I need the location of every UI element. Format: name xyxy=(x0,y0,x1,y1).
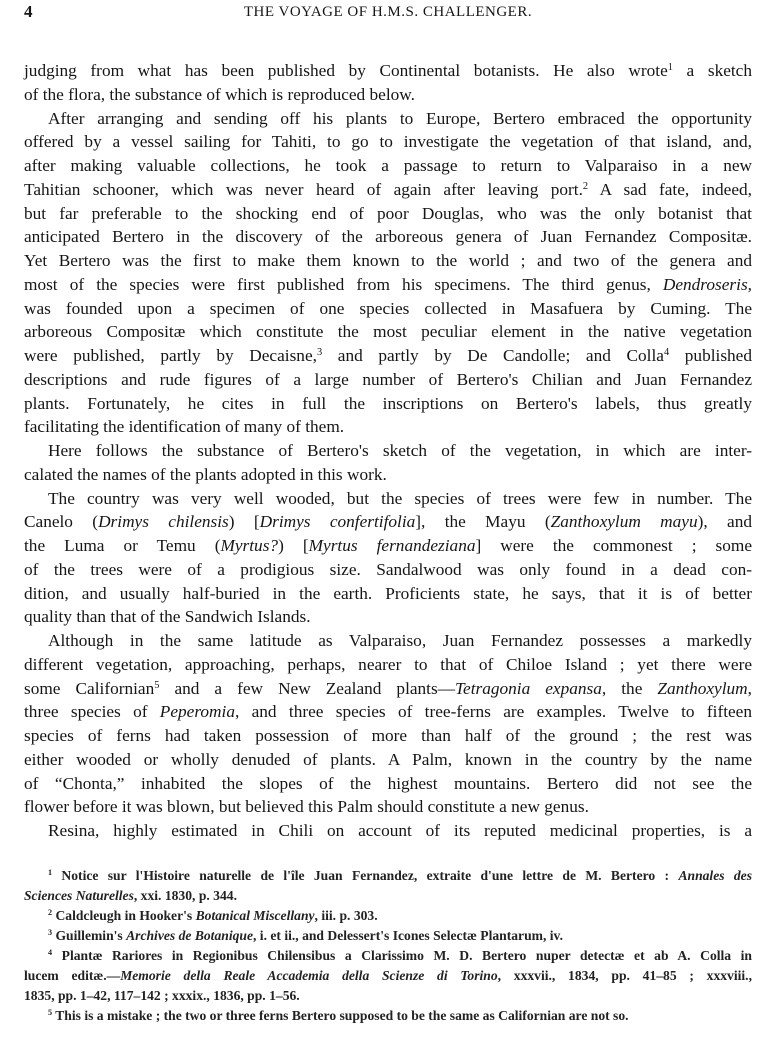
text-run: of the trees were of a prodigious size. Sandalwood was only found in a dead con- xyxy=(24,559,752,579)
text-run: either wooded or wholly denuded of plants. A Palm, known in the country by the name xyxy=(24,749,752,769)
text-run: of the flora, the substance of which is reproduced below. xyxy=(24,84,415,104)
footnote-ref: 5 xyxy=(48,1008,53,1018)
italic-text: Tetragonia expansa xyxy=(455,678,602,698)
text-line xyxy=(24,487,752,511)
italic-text: Drimys chilensis xyxy=(98,512,229,532)
italic-text: Zanthoxylum mayu xyxy=(550,512,698,532)
text-line xyxy=(24,605,752,629)
text-line xyxy=(24,415,752,439)
text-line xyxy=(24,582,752,606)
text-line xyxy=(24,558,752,582)
text-run: 1835, pp. 1–42, 117–142 ; xxxix., 1836, pp. 1–56. xyxy=(24,988,300,1003)
footnote-ref: 2 xyxy=(582,180,589,192)
text-run: Here follows the substance of Bertero's sketch of the vegetation, in which are inter- xyxy=(48,441,752,460)
italic-text: Peperomia xyxy=(159,702,235,722)
text-run: some Californian xyxy=(24,678,155,698)
text-run: ), and xyxy=(697,512,752,532)
text-run: Guillemin's xyxy=(52,928,127,943)
footnote-ref: 3 xyxy=(48,928,53,938)
text-line xyxy=(24,320,752,344)
text-run: flower before it was blown, but believed this Palm should constitute a new genus. xyxy=(24,797,589,817)
footnote-ref: 3 xyxy=(316,346,323,358)
text-line xyxy=(24,653,752,677)
text-run: , xxxvii., 1834, pp. 41–85 ; xxxviii., xyxy=(497,968,752,983)
italic-text: Sciences Naturelles xyxy=(24,888,134,903)
text-line xyxy=(24,107,752,131)
italic-text: Botanical Miscellany xyxy=(195,908,315,923)
text-run: , the xyxy=(601,678,658,698)
footnote-line xyxy=(24,906,752,926)
text-line xyxy=(24,463,752,487)
text-line xyxy=(24,629,752,653)
text-run: most of the species were first published from his specimens. The third genus, xyxy=(24,274,663,294)
footnote-line xyxy=(24,886,752,906)
text-line xyxy=(24,772,752,796)
text-line xyxy=(24,178,752,202)
italic-text: Zanthoxylum xyxy=(657,678,748,698)
text-run: three species of xyxy=(24,702,160,722)
text-run: Yet Bertero was the first to make them known to the world ; and two of the genera and xyxy=(24,251,752,270)
text-run: Plantæ Rariores in Regionibus Chilensibus a Clarissimo M. D. Bertero nuper detectæ et ab A. Colla in xyxy=(52,948,752,963)
text-line xyxy=(24,344,752,368)
text-line xyxy=(24,700,752,724)
footnote-ref: 1 xyxy=(667,61,673,73)
footnote-ref: 4 xyxy=(48,948,53,958)
footnote-line xyxy=(24,946,752,966)
text-run: , and three species of tree-ferns are examples. Twelve to fifteen xyxy=(234,702,752,722)
page-header xyxy=(24,2,752,26)
text-line xyxy=(24,225,752,249)
text-line xyxy=(24,819,752,843)
text-run: Tahitian schooner, which was never heard of again after leaving port. xyxy=(24,179,583,199)
footnote-line xyxy=(24,966,752,986)
text-line xyxy=(24,249,752,273)
italic-text: Myrtus? xyxy=(220,536,279,555)
text-line xyxy=(24,534,752,558)
footnote-ref: 4 xyxy=(663,346,670,358)
text-run: and a few New Zealand plants— xyxy=(159,678,455,698)
text-run: published xyxy=(669,346,752,365)
text-run: Notice sur l'Histoire naturelle de l'île Juan Fernandez, extraite d'une lettre de M. Bertero : xyxy=(52,868,679,883)
text-run: The country was very well wooded, but the species of trees were few in number. The xyxy=(48,488,752,508)
text-run: , iii. p. 303. xyxy=(314,908,378,923)
text-run: of “Chonta,” inhabited the slopes of the highest mountains. Bertero did not see the xyxy=(24,773,752,793)
text-line xyxy=(24,83,752,107)
text-run: , xxi. 1830, p. 344. xyxy=(133,888,237,903)
italic-text: Drimys confertifolia xyxy=(259,512,416,532)
italic-text: Annales des xyxy=(678,868,752,883)
footnote-line xyxy=(24,1006,752,1026)
text-run: Although in the same latitude as Valparaiso, Juan Fernandez possesses a markedly xyxy=(48,631,752,650)
text-run: species of ferns had taken possession of more than half of the ground ; the rest was xyxy=(24,726,752,745)
text-run: different vegetation, approaching, perhaps, nearer to that of Chiloe Island ; yet there were xyxy=(24,654,752,674)
text-run: were published, partly by Decaisne, xyxy=(24,346,317,365)
text-line xyxy=(24,392,752,416)
footnote-line xyxy=(24,926,752,946)
text-run: arboreous Compositæ which constitute the most peculiar element in the native vegetation xyxy=(24,322,752,342)
footnote-line xyxy=(24,866,752,886)
text-run: Canelo ( xyxy=(24,512,99,532)
text-line xyxy=(24,510,752,534)
text-run: the Luma or Temu ( xyxy=(24,536,221,555)
page-number: 4 xyxy=(24,2,33,21)
text-line xyxy=(24,202,752,226)
text-line xyxy=(24,439,752,463)
body-text xyxy=(24,59,752,843)
text-line xyxy=(24,273,752,297)
text-line xyxy=(24,748,752,772)
text-run: calated the names of the plants adopted in this work. xyxy=(24,464,387,484)
italic-text: Archives de Botanique xyxy=(126,928,253,943)
text-run: ], the Mayu ( xyxy=(415,512,551,532)
text-run: dition, and usually half-buried in the earth. Proficients state, he says, that it is of better xyxy=(24,583,752,603)
footnote-ref: 1 xyxy=(48,868,53,878)
text-run: quality than that of the Sandwich Islands. xyxy=(24,607,311,627)
text-run: anticipated Bertero in the discovery of the arboreous genera of Juan Fernandez Compositæ. xyxy=(24,227,752,247)
footnote-line xyxy=(24,986,752,1006)
text-run: A sad fate, indeed, xyxy=(588,179,752,199)
text-line xyxy=(24,677,752,701)
footnote-ref: 2 xyxy=(48,908,53,918)
italic-text: Dendroseris, xyxy=(662,274,752,294)
text-run: descriptions and rude figures of a large number of Bertero's Chilian and Juan Fernandez xyxy=(24,369,752,389)
text-run: offered by a vessel sailing for Tahiti, to go to investigate the vegetation of that island, and, xyxy=(24,132,752,152)
text-run: , xyxy=(747,678,752,698)
text-line xyxy=(24,59,752,83)
running-title: THE VOYAGE OF H.M.S. CHALLENGER. xyxy=(243,4,533,20)
text-run: After arranging and sending off his plants to Europe, Bertero embraced the opportunity xyxy=(48,108,752,128)
text-run: judging from what has been published by Continental botanists. He also wrote xyxy=(24,61,668,80)
text-line xyxy=(24,724,752,748)
text-run: and partly by De Candolle; and Colla xyxy=(322,346,664,365)
text-run: was founded upon a specimen of one species collected in Masafuera by Cuming. The xyxy=(24,298,752,318)
footnotes xyxy=(24,866,752,1026)
text-run: Resina, highly estimated in Chili on account of its reputed medicinal properties, is a xyxy=(48,821,752,840)
text-run: facilitating the identification of many of them. xyxy=(24,417,345,437)
italic-text: Myrtus fernandeziana xyxy=(308,536,476,555)
text-line xyxy=(24,368,752,392)
text-run: , i. et ii., and Delessert's Icones Selectæ Plantarum, iv. xyxy=(253,928,563,943)
text-run: a sketch xyxy=(672,61,752,80)
text-run: after making valuable collections, he took a passage to return to Valparaiso in a new xyxy=(24,156,752,175)
italic-text: Memorie della Reale Accademia della Scienze di Torino xyxy=(120,968,498,983)
text-run: lucem editæ.— xyxy=(24,968,121,983)
text-run: ) [ xyxy=(278,536,309,555)
text-line xyxy=(24,795,752,819)
text-run: Caldcleugh in Hooker's xyxy=(52,908,196,923)
footnote-ref: 5 xyxy=(154,679,160,691)
text-run: but far preferable to the shocking end of poor Douglas, who was the only botanist that xyxy=(24,203,752,223)
text-run: plants. Fortunately, he cites in full the inscriptions on Bertero's labels, thus greatly xyxy=(24,393,752,413)
text-line xyxy=(24,130,752,154)
text-run: ) [ xyxy=(228,512,260,532)
text-run: This is a mistake ; the two or three ferns Bertero supposed to be the same as Californian are not so. xyxy=(52,1008,629,1023)
text-run: ] were the commonest ; some xyxy=(475,536,752,555)
text-line xyxy=(24,297,752,321)
text-line xyxy=(24,154,752,178)
